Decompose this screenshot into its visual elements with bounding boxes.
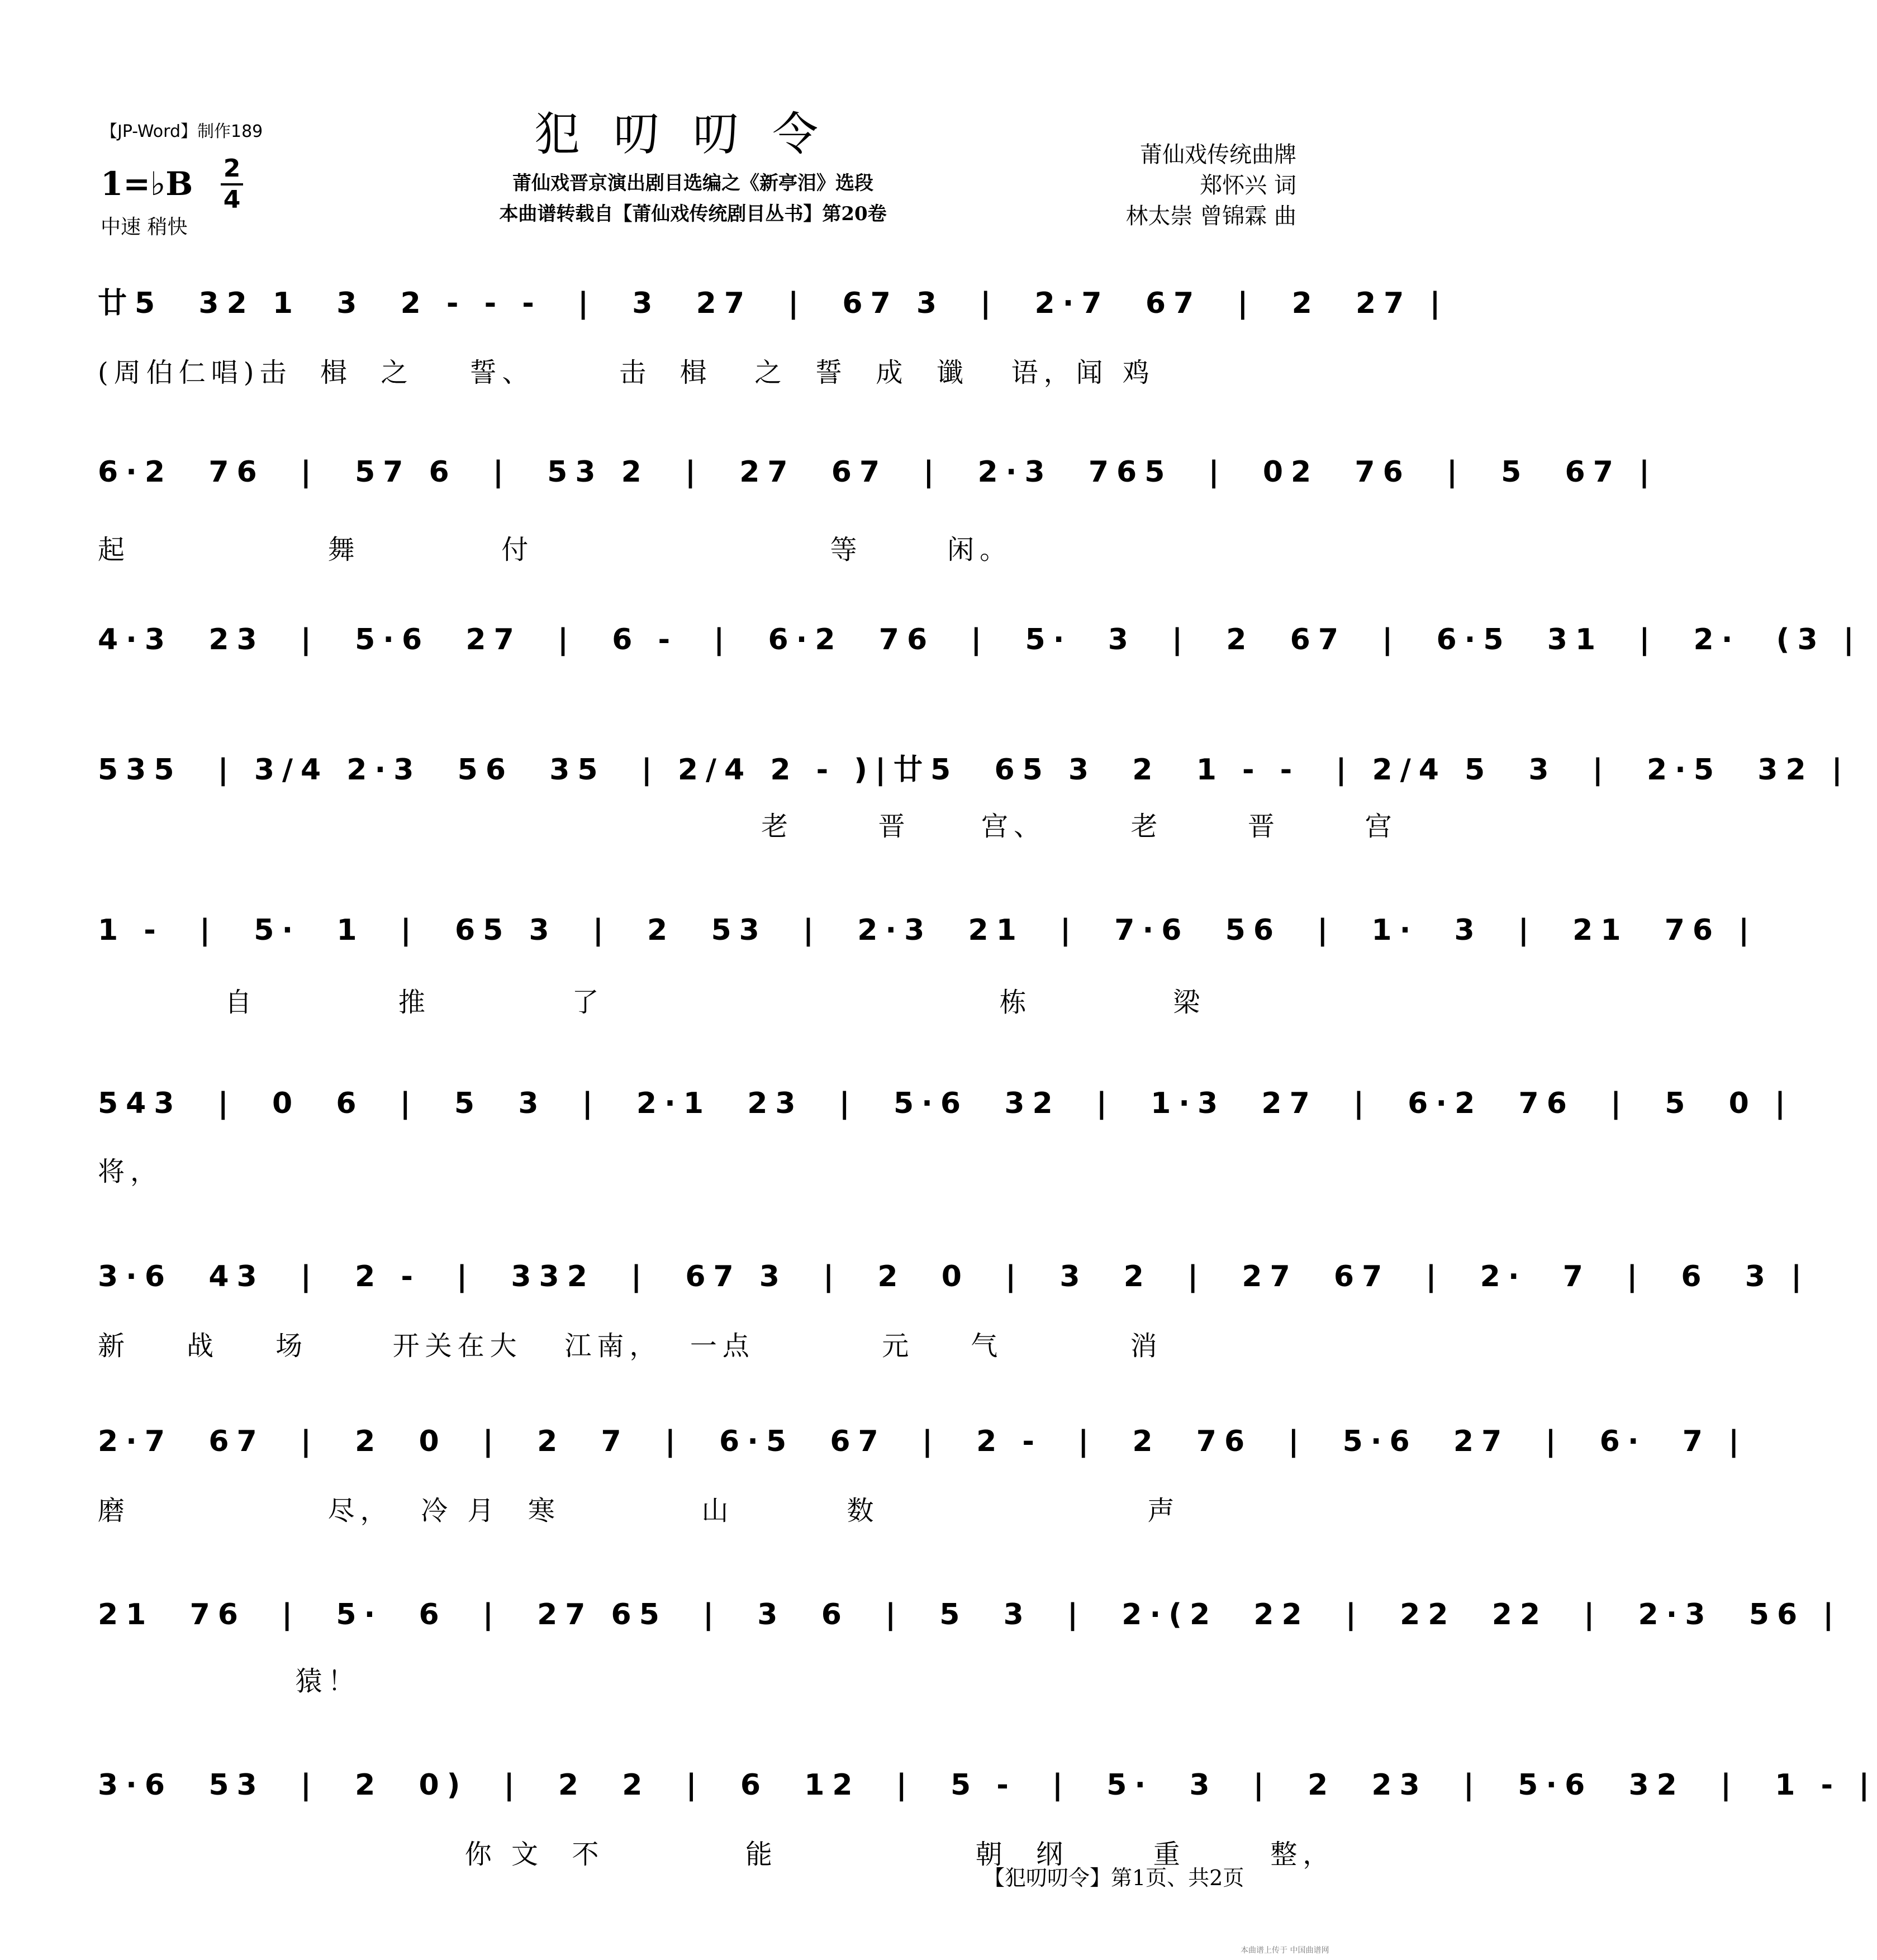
lyric-line-1: (周伯仁唱)击 楫 之 誓、 击 楫 之 誓 成 谶 语，闻 鸡 [98,357,1155,388]
key-signature: 1=♭B [101,165,193,203]
music-line-7: 3·6 43 | 2 - | 332 | 67 3 | 2 0 | 3 2 | 27 67 | 2· 7 | 6 3 | [98,1260,1810,1293]
lyric-line-4: 老 晋 宫、 老 晋 宫 [98,811,1398,842]
composer-label: 林太崇 曾锦霖 曲 [1125,203,1296,229]
meter-top: 2 [223,154,241,183]
music-line-4: 535 | 3/4 2·3 56 35 | 2/4 2 - )|廿5 65 3 2 1 - - | 2/4 5 3 | 2·5 32 | [98,753,1850,787]
subtitle-1: 莆仙戏晋京演出剧目选编之《新亭泪》选段 [512,172,873,194]
lyric-line-2: 起 舞 付 等 闲。 [98,534,1013,565]
lyric-line-8: 磨 尽， 冷 月 寒 山 数 声 [98,1495,1180,1526]
upload-stamp: 本曲谱上传于 中国曲谱网 [1241,1946,1329,1955]
music-line-1: 廿5 32 1 3 2 - - - | 3 27 | 67 3 | 2·7 67 | 2 27 | [98,287,1448,320]
lyric-line-6: 将， [98,1156,163,1187]
song-title: 犯叨叨令 [534,108,852,161]
music-line-9: 21 76 | 5· 6 | 27 65 | 3 6 | 5 3 | 2·(2 22 | 22 22 | 2·3 56 | [98,1598,1842,1631]
music-line-5: 1 - | 5· 1 | 65 3 | 2 53 | 2·3 21 | 7·6 56 | 1· 3 | 21 76 | [98,914,1757,947]
credit-label: 【JP-Word】制作189 [101,122,263,141]
lyric-line-10: 你 文 不 能 朝 纲 重 整， [98,1839,1336,1870]
music-line-10: 3·6 53 | 2 0) | 2 2 | 6 12 | 5 - | 5· 3 | 2 23 | 5·6 32 | 1 - | [98,1768,1877,1802]
lyric-line-5: 自 推 了 栋 梁 [98,987,1206,1018]
tempo-marking: 中速 稍快 [101,216,188,239]
subtitle-2: 本曲谱转载自【莆仙戏传统剧目丛书】第20卷 [499,203,887,225]
music-line-2: 6·2 76 | 57 6 | 53 2 | 27 67 | 2·3 765 | 02 76 | 5 67 | [98,455,1658,489]
time-signature [221,155,243,213]
lyricist-label: 郑怀兴 词 [1200,173,1296,198]
page-footer: 【犯叨叨令】第1页、共2页 [983,1866,1244,1890]
music-line-6: 543 | 0 6 | 5 3 | 2·1 23 | 5·6 32 | 1·3 27 | 6·2 76 | 5 0 | [98,1087,1793,1120]
lyric-line-7: 新 战 场 开关在大 江南， 一点 元 气 消 [98,1330,1163,1362]
music-line-8: 2·7 67 | 2 0 | 2 7 | 6·5 67 | 2 - | 2 76 | 5·6 27 | 6· 7 | [98,1425,1747,1458]
source-label: 莆仙戏传统曲牌 [1140,142,1296,168]
lyric-line-9: 猿！ [98,1666,360,1697]
meter-bottom: 4 [223,185,241,214]
music-line-3: 4·3 23 | 5·6 27 | 6 - | 6·2 76 | 5· 3 | 2 67 | 6·5 31 | 2· (3 | [98,623,1862,656]
